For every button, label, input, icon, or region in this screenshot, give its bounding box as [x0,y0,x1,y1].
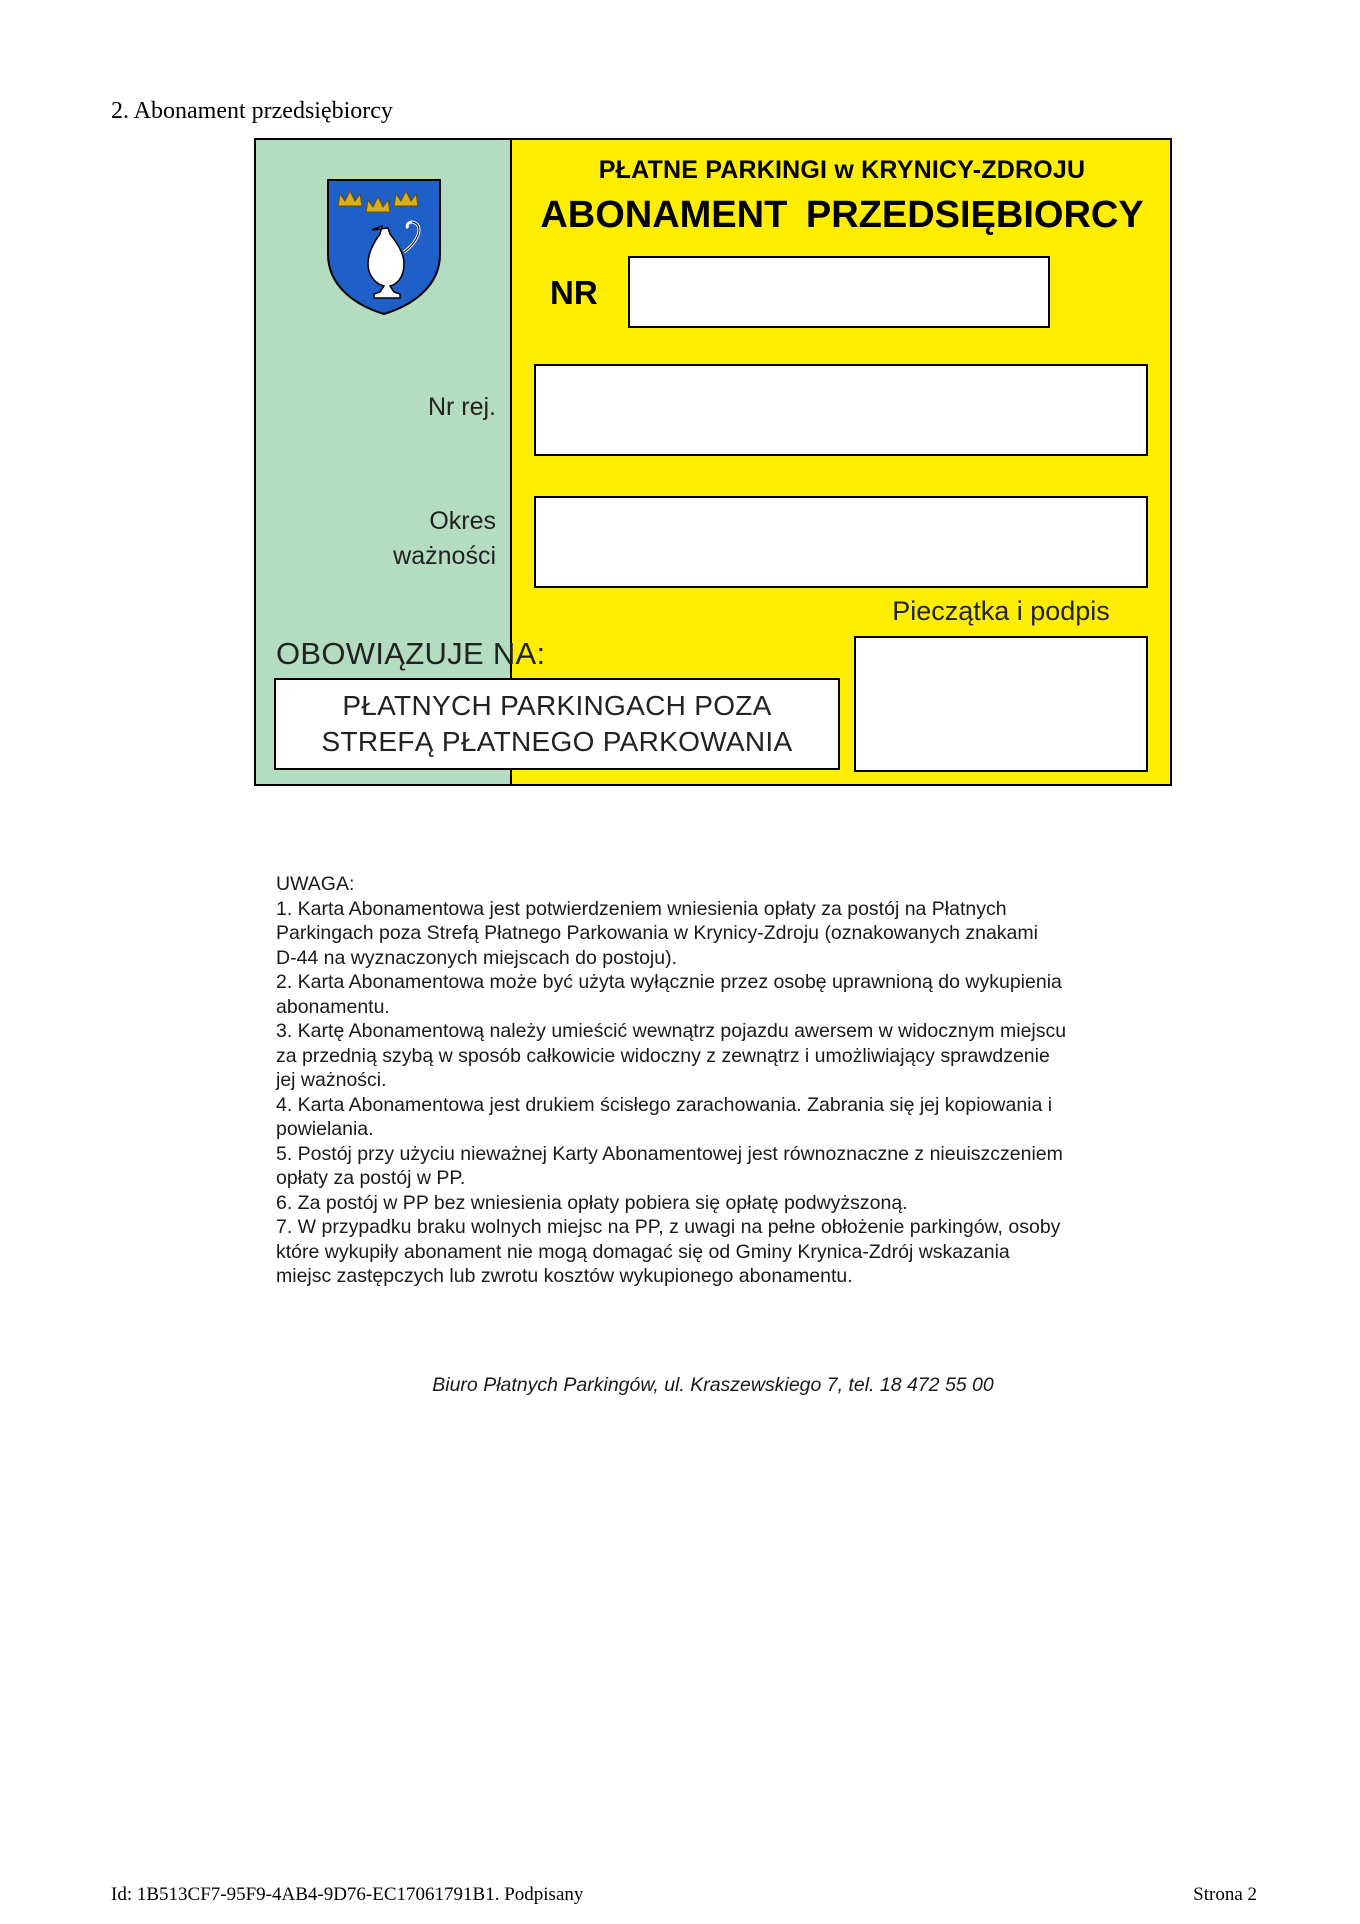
note-line: 1. Karta Abonamentowa jest potwierdzeniem wniesienia opłaty za postój na Płatnych [276,897,1007,920]
card-header-title: ABONAMENT PRZEDSIĘBIORCY [540,194,1144,236]
note-line: które wykupiły abonament nie mogą domagać się od Gminy Krynica-Zdrój wskazania [276,1240,1010,1263]
note-line: 7. W przypadku braku wolnych miejsc na PP, z uwagi na pełne obłożenie parkingów, osoby [276,1216,1061,1238]
registration-label: Nr rej. [427,393,496,421]
zone-line-2: STREFĄ PŁATNEGO PARKOWANIA [321,726,793,757]
valid-on-label: OBOWIĄZUJE NA: [276,636,546,671]
note-line: 4. Karta Abonamentowa jest drukiem ścisłego zarachowania. Zabrania się jej kopiowania i [276,1093,1053,1116]
zone-box [274,678,840,770]
note-line: D-44 na wyznaczonych miejscach do postoju). [276,946,678,969]
notes-heading: UWAGA: [276,873,355,895]
registration-field[interactable] [534,364,1148,456]
note-line: Parkingach poza Strefą Płatnego Parkowania w Krynicy-Zdroju (oznakowanych znakami [276,922,1038,944]
note-line: abonamentu. [276,995,390,1018]
note-line: 6. Za postój w PP bez wniesienia opłaty pobiera się opłatę podwyższoną. [276,1191,908,1214]
validity-label-line1: Okres [429,507,496,535]
note-line: 5. Postój przy użyciu nieważnej Karty Abonamentowej jest równoznaczne z nieuiszczeniem [276,1142,1063,1165]
note-line: 3. Kartę Abonamentową należy umieścić wewnątrz pojazdu awersem w widocznym miejscu [276,1020,1067,1042]
office-contact-info: Biuro Płatnych Parkingów, ul. Kraszewskiego 7, tel. 18 472 55 00 [432,1374,994,1396]
section-heading: 2. Abonament przedsiębiorcy [111,98,393,124]
document-id: Id: 1B513CF7-95F9-4AB4-9D76-EC17061791B1. Podpisany [111,1884,584,1905]
coat-of-arms-icon [324,176,444,316]
note-line: opłaty za postój w PP. [276,1167,466,1189]
note-line: jej ważności. [276,1069,387,1091]
page-number: Strona 2 [1193,1884,1257,1905]
validity-label-line2: ważności [393,542,496,570]
stamp-signature-field[interactable] [854,636,1148,772]
nr-label: NR [550,274,598,311]
stamp-signature-label: Pieczątka i podpis [892,596,1110,626]
note-line: za przednią szybą w sposób całkowicie widoczny z zewnątrz i umożliwiający sprawdzenie [276,1044,1050,1067]
zone-line-1: PŁATNYCH PARKINGACH POZA [342,690,772,721]
card-header-city: PŁATNE PARKINGI w KRYNICY-ZDROJU [598,156,1086,184]
validity-label [316,504,496,574]
note-line: 2. Karta Abonamentowa może być użyta wyłącznie przez osobę uprawnioną do wykupienia [276,971,1062,993]
note-line: powielania. [276,1118,374,1140]
notes-section [276,872,1176,1289]
parking-permit-card [254,138,1172,786]
nr-field[interactable] [628,256,1050,328]
validity-field[interactable] [534,496,1148,588]
note-line: miejsc zastępczych lub zwrotu kosztów wykupionego abonamentu. [276,1265,853,1287]
